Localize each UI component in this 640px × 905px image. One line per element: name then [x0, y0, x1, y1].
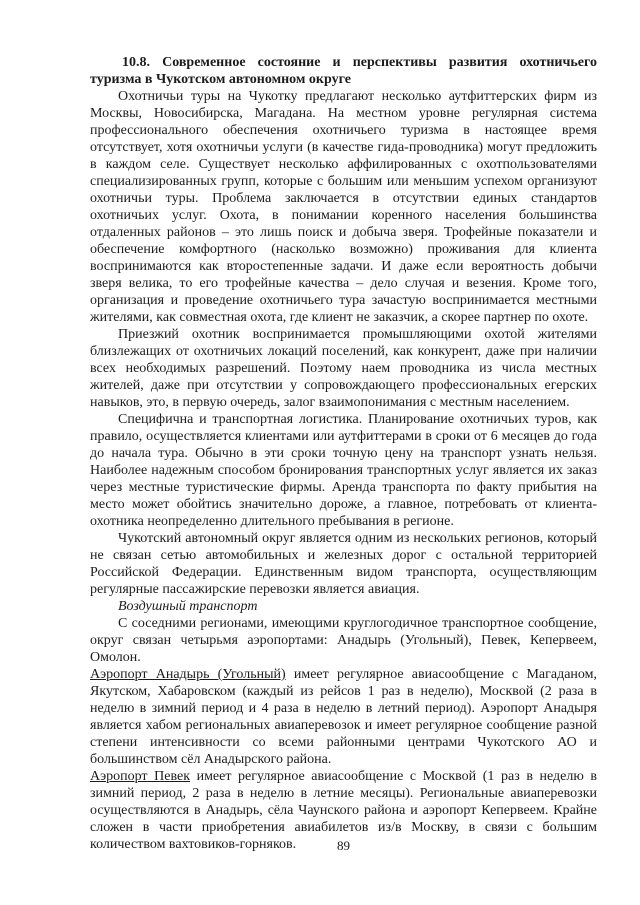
airport-description-pevek: имеет регулярное авиасообщение с Москвой (1 раз в неделю в зимний период, 2 раза в неделю в летние месяцы). Региональные авиаперевозки осуществляются в Анадырь, сёла Чаунского района и аэропорт Кепервеем. Крайне сложен в части приобретения авиабилетов из/в Москву, в связи с большим количеством вахтовиков-горняков. — [90, 769, 597, 852]
paragraph-transport-logistics: Специфична и транспортная логистика. Планирование охотничьих туров, как правило, осуществляется клиентами или аутфиттерами в сроки от 6 месяцев до года до начала тура. Обычно в эти сроки точную цену на транспорт узнать нельзя. Наиболее надежным способом бронирования транспортных услуг является их заказ через местные туристические фирмы. Аренда транспорта по факту прибытия на место может обойтись значительно дороже, а главное, потребовать от клиента-охотника неопределенно длительного пребывания в регионе. — [90, 412, 597, 529]
airport-description-anadyr: имеет регулярное авиасообщение с Магаданом, Якутском, Хабаровском (каждый из рейсов 1 раз в неделю), Москвой (2 раза в неделю в зимний период и 4 раза в неделю в летний период). Аэропорт Анадыря является хабом региональных авиаперевозок и имеет регулярное сообщение разной степени интенсивности со всеми районными центрами Чукотского АО и большинством сёл Анадырского района. — [90, 667, 597, 767]
paragraph-region-isolation: Чукотский автономный округ является одним из нескольких регионов, который не связан сетью автомобильных и железных дорог с остальной территорией Российской Федерации. Единственным видом транспорта, осуществляющим регулярные пассажирские перевозки является авиация. — [90, 531, 597, 597]
airport-name-pevek: Аэропорт Певек — [90, 769, 190, 784]
paragraph-visiting-hunter: Приезжий охотник воспринимается промышляющими охотой жителями близлежащих от охотничьих локаций поселений, как конкурент, даже при наличии всех необходимых разрешений. Поэтому наем проводника из числа местных жителей, даже при отсутствии у сопровождающего профессиональных егерских навыков, это, в первую очередь, залог взаимопонимания с местным населением. — [90, 327, 597, 410]
airport-name-anadyr: Аэропорт Анадырь (Угольный) — [90, 667, 286, 682]
paragraph-airports-intro: С соседними регионами, имеющими круглогодичное транспортное сообщение, округ связан четырьмя аэропортами: Анадырь (Угольный), Певек, Кепервеем, Омолон. — [90, 616, 597, 665]
document-page — [90, 54, 597, 853]
paragraph-airport-anadyr — [90, 666, 597, 768]
section-heading: 10.8. Современное состояние и перспективы развития охотничьего туризма в Чукотском автономном округе — [90, 55, 597, 87]
paragraph-hunting-tours: Охотничьи туры на Чукотку предлагают несколько аутфиттерских фирм из Москвы, Новосибирска, Магадана. На местном уровне регулярная система профессионального обеспечения охотничьего туризма в настоящее время отсутствует, хотя охотничьи услуги (в качестве гида-проводника) могут предложить в каждом селе. Существует несколько аффилированных с охотпользователями специализированных групп, которые с большим или меньшим успехом организуют охотничьи туры. Проблема заключается в отсутствии единых стандартов охотничьих услуг. Охота, в понимании коренного населения большинства отдаленных районов – это лишь поиск и добыча зверя. Трофейные показатели и обеспечение комфортного (насколько возможно) проживания для клиента воспринимаются как второстепенные задачи. И даже если вероятность добычи зверя велика, то его трофейные качества – дело случая и везения. Кроме того, организация и проведение охотничьего тура зачастую воспринимается местными жителями, как совместная охота, где клиент не заказчик, а скорее партнер по охоте. — [90, 89, 597, 325]
subsection-title: Воздушный транспорт — [118, 599, 258, 614]
page-number: 89 — [337, 838, 350, 853]
